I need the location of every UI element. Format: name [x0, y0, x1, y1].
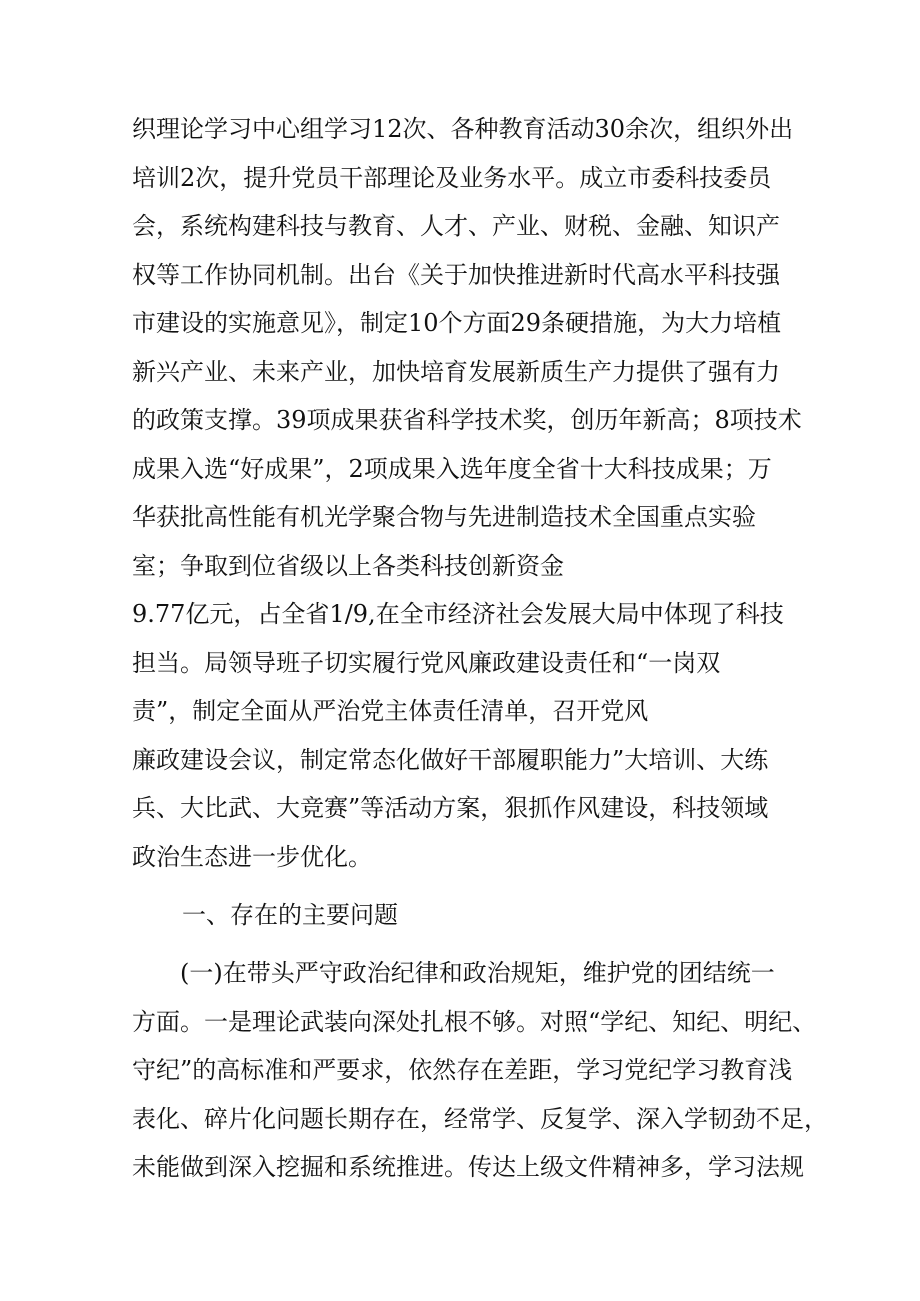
paragraph-line: 市建设的实施意见》，制定10个方面29条硬措施，为大力培植 — [132, 309, 782, 337]
paragraph-line: 会，系统构建科技与教育、人才、产业、财税、金融、知识产 — [132, 212, 780, 240]
section-line: 未能做到深入挖掘和系统推进。传达上级文件精神多，学习法规 — [132, 1153, 804, 1181]
section-line: (一)在带头严守政治纪律和政治规矩，维护党的团结统一 — [180, 959, 775, 987]
paragraph-line: 织理论学习中心组学习12次、各种教育活动30余次，组织外出 — [132, 115, 794, 143]
paragraph-line: 华获批高性能有机光学聚合物与先进制造技术全国重点实验 — [132, 503, 756, 531]
paragraph-line: 兵、大比武、大竞赛”等活动方案，狠抓作风建设，科技领域 — [132, 794, 769, 822]
paragraph-line: 政治生态进一步优化。 — [132, 843, 372, 871]
paragraph-line: 9.77亿元，占全省1/9,在全市经济社会发展大局中体现了科技 — [132, 600, 784, 628]
section-line: 表化、碎片化问题长期存在，经常学、反复学、深入学韧劲不足， — [132, 1105, 828, 1133]
section-heading: 一、存在的主要问题 — [182, 901, 398, 929]
paragraph-line: 廉政建设会议，制定常态化做好干部履职能力”大培训、大练 — [132, 746, 769, 774]
paragraph-line: 的政策支撑。39项成果获省科学技术奖，创历年新高；8项技术 — [132, 406, 802, 434]
paragraph-line: 权等工作协同机制。出台《关于加快推进新时代高水平科技强 — [132, 261, 780, 289]
paragraph-line: 责”，制定全面从严治党主体责任清单，召开党风 — [132, 697, 649, 725]
paragraph-line: 担当。局领导班子切实履行党风廉政建设责任和“一岗双 — [132, 649, 721, 677]
section-line: 方面。一是理论武装向深处扎根不够。对照“学纪、知纪、明纪、 — [132, 1008, 817, 1036]
paragraph-line: 培训2次，提升党员干部理论及业务水平。成立市委科技委员 — [132, 164, 772, 192]
paragraph-line: 新兴产业、未来产业，加快培育发展新质生产力提供了强有力 — [132, 358, 780, 386]
section-line: 守纪”的高标准和严要求，依然存在差距，学习党纪学习教育浅 — [132, 1056, 793, 1084]
paragraph-line: 室；争取到位省级以上各类科技创新资金 — [132, 552, 564, 580]
paragraph-line: 成果入选“好成果”，2项成果入选年度全省十大科技成果；万 — [132, 455, 772, 483]
